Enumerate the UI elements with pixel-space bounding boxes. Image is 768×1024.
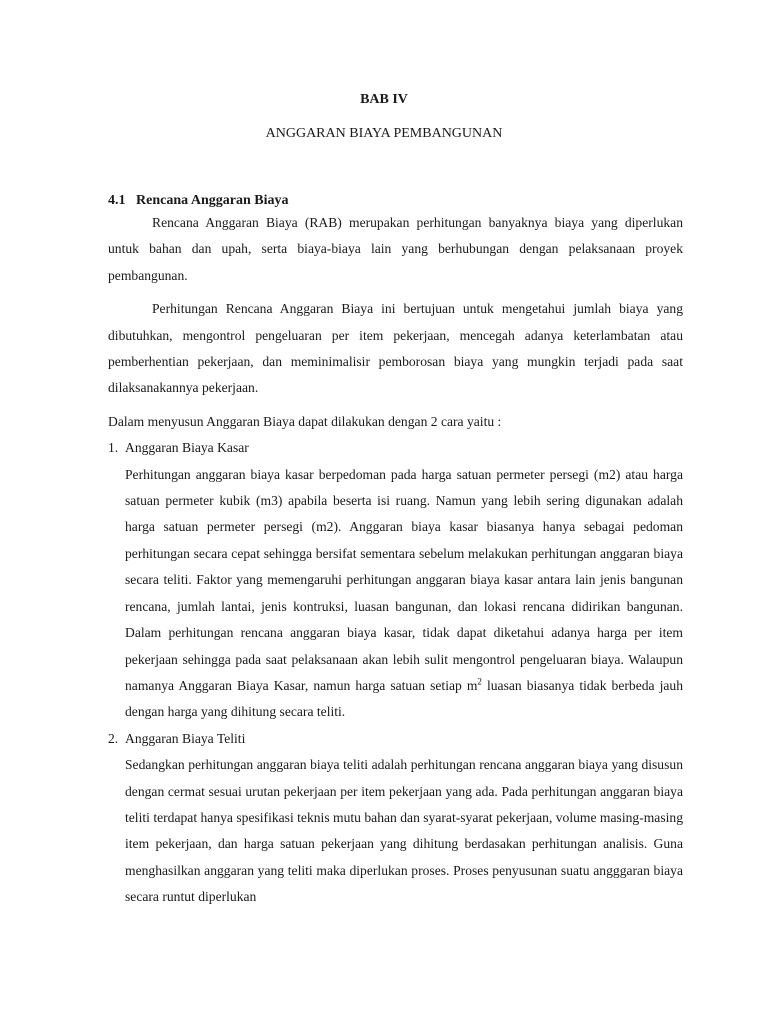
list-item-body-text-continued: luasan biasanya tidak berbeda jauh dengan harga yang dihitung secara teliti. xyxy=(125,677,683,720)
list-item-body-text: Perhitungan anggaran biaya kasar berpedoman pada harga satuan permeter persegi (m2) atau harga satuan permeter kubik (m3) apabila beserta isi ruang. Namun yang lebih sering digunakan adalah harga satuan permeter persegi (m2). Anggaran biaya kasar biasanya hanya sebagai pedoman perhitungan secara cepat sehingga bersifat sementara sebelum melakukan perhitungan anggaran biaya secara teliti. Faktor yang memengaruhi perhitungan anggaran biaya kasar antara lain jenis bangunan rencana, jumlah lantai, jenis kontruksi, luasan bangunan, dan lokasi rencana didirikan bangunan. Dalam perhitungan rencana anggaran biaya kasar, tidak dapat diketahui adanya harga per item pekerjaan sehingga pada saat pelaksanaan akan lebih sulit mengontrol pengeluaran biaya. Walaupun namanya Anggaran Biaya Kasar, namun harga satuan setiap m xyxy=(125,466,683,693)
list-item xyxy=(108,435,683,725)
list-item-title-text: Anggaran Biaya Kasar xyxy=(125,440,249,456)
paragraph-rab-definition: Rencana Anggaran Biaya (RAB) merupakan perhitungan banyaknya biaya yang diperlukan untuk bahan dan upah, serta biaya-biaya lain yang berhubungan dengan pelaksanaan proyek pembangunan. xyxy=(108,215,683,283)
list-item-marker: 2. xyxy=(108,730,119,746)
list-item-marker: 1. xyxy=(108,440,119,456)
list-item-title-text: Anggaran Biaya Teliti xyxy=(125,730,246,746)
intro-line: Dalam menyusun Anggaran Biaya dapat dilakukan dengan 2 cara yaitu : xyxy=(108,413,502,429)
chapter-title: ANGGARAN BIAYA PEMBANGUNAN xyxy=(265,126,503,141)
list-item-title xyxy=(108,435,683,461)
list-item-body: Sedangkan perhitungan anggaran biaya teliti adalah perhitungan rencana anggaran biaya yang disusun dengan cermat sesuai urutan pekerjaan per item pekerjaan yang ada. Pada perhitungan anggaran biaya teliti terdapat hanya spesifikasi teknis mutu bahan dan syarat-syarat pekerjaan, volume masing-masing item pekerjaan, dan harga satuan pekerjaan yang dihitung berdasakan perhitungan analisis. Guna menghasilkan anggaran yang teliti maka diperlukan proses. Proses penyusunan suatu angggaran biaya secara runtut diperlukan xyxy=(125,757,683,905)
section-title: Rencana Anggaran Biaya xyxy=(136,193,289,208)
section-heading xyxy=(108,193,288,209)
list-item xyxy=(108,726,683,911)
document-body xyxy=(108,210,683,911)
list-item-body xyxy=(125,462,683,726)
superscript: 2 xyxy=(477,676,482,687)
section-number: 4.1 xyxy=(108,193,126,208)
paragraph-rab-purpose: Perhitungan Rencana Anggaran Biaya ini bertujuan untuk mengetahui jumlah biaya yang dibutuhkan, mengontrol pengeluaran per item pekerjaan, mencegah adanya keterlambatan atau pemberhentian pekerjaan, dan meminimalisir pemborosan biaya yang mungkin terjadi pada saat dilaksanakannya pekerjaan. xyxy=(108,301,683,396)
list-item-title xyxy=(108,726,683,752)
chapter-number: BAB IV xyxy=(360,92,408,107)
